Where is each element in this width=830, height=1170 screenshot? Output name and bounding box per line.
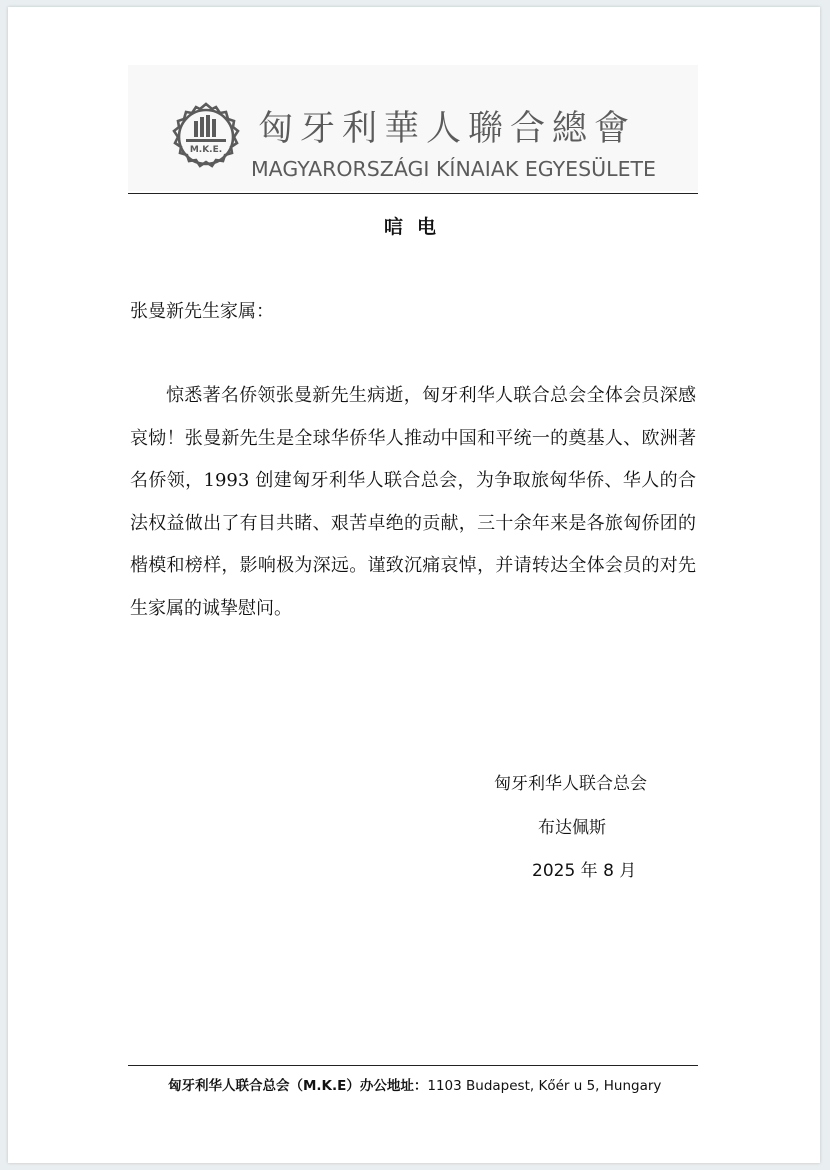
org-name-chinese: 匈牙利華人聯合總會: [258, 109, 637, 149]
footer-divider: [128, 1065, 698, 1066]
footer-address: 1103 Budapest, Kőér u 5, Hungary: [427, 1078, 662, 1094]
signature-city: 布达佩斯: [538, 818, 606, 838]
footer-label: 匈牙利华人联合总会（M.K.E）办公地址：: [168, 1078, 428, 1094]
salutation: 张曼新先生家属：: [130, 301, 274, 322]
letter-body: 惊悉著名侨领张曼新先生病逝，匈牙利华人联合总会全体会员深感哀恸！张曼新先生是全球华侨华人推动中国和平统一的奠基人、欧洲著名侨领，1993 创建匈牙利华人联合总会，为争取旅匈华侨、华人的合法权益做出了有目共睹、艰苦卓绝的贡献，三十余年来是各旅匈侨团的楷模和榜样，影响极为深远。谨致沉痛哀悼，并请转达全体会员的对先生家属的诚挚慰问。: [130, 385, 696, 619]
signature-organization: 匈牙利华人联合总会: [494, 774, 647, 794]
letter-title: 唁电: [383, 216, 450, 238]
mke-logo: [170, 101, 242, 181]
signature-date: 2025 年 8 月: [532, 861, 637, 881]
logo-lettering: M.K.E.: [189, 145, 223, 155]
letterhead: [128, 65, 698, 191]
footer-address-line: [168, 1074, 661, 1094]
org-name-hungarian: MAGYARORSZÁGI KÍNAIAK EGYESÜLETE: [251, 157, 656, 181]
letter-page: [8, 7, 820, 1163]
header-divider: [128, 193, 698, 194]
